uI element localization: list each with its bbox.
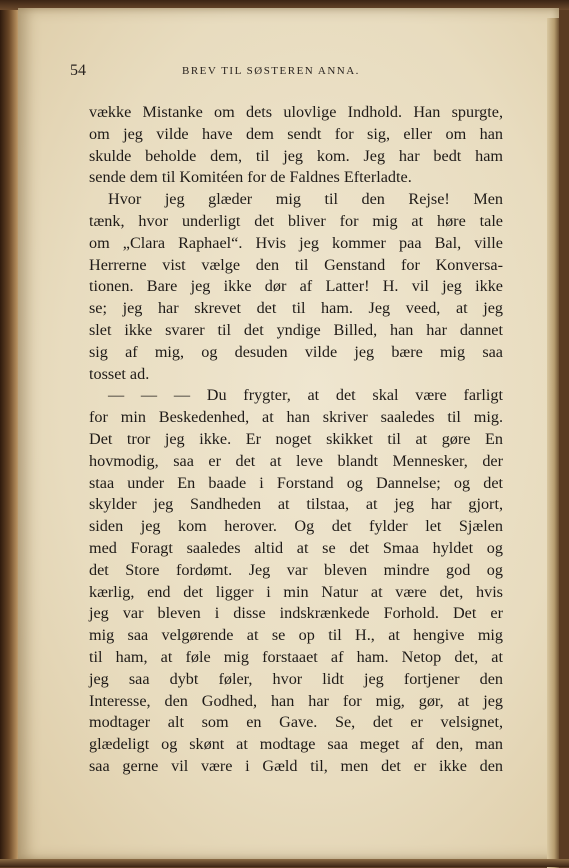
page-stack-edge — [547, 18, 559, 868]
text-line: om jeg vilde have dem sendt for sig, eller om han — [89, 124, 503, 143]
text-line: staa under En baade i Forstand og Dannelse; og det — [89, 473, 503, 492]
book-bottom-edge — [0, 859, 569, 867]
text-line: kærlig, end det ligger i min Natur at være det, hvis — [89, 582, 503, 601]
text-line: jeg var bleven i disse indskrænkede Forhold. Det er — [89, 604, 503, 623]
page-text — [89, 102, 503, 778]
text-line: mig saa velgørende at se op til H., at hengive mig — [89, 626, 503, 645]
text-line: Interesse, den Godhed, han har for mig, gør, at jeg — [89, 691, 503, 710]
text-line: sig af mig, og desuden vilde jeg bære mig saa — [89, 342, 503, 361]
text-line: Hvor jeg glæder mig til den Rejse! Men — [108, 190, 503, 209]
text-line: det Store fordømt. Jeg var bleven mindre god og — [89, 560, 503, 579]
text-line: tosset ad. — [89, 364, 150, 383]
text-line: jeg saa dybt føler, hvor lidt jeg fortjener den — [89, 669, 503, 688]
running-head: BREV TIL SØSTEREN ANNA. — [182, 65, 360, 77]
text-line: skylder jeg Sandheden at tilstaa, at jeg har gjort, — [89, 495, 503, 514]
text-line: skulde beholde dem, til jeg kom. Jeg har bedt ham — [89, 146, 503, 165]
text-line: Det tror jeg ikke. Er noget skikket til at gøre En — [89, 429, 503, 448]
text-line: hovmodig, saa er det at leve blandt Mennesker, der — [89, 451, 503, 470]
text-line: vække Mistanke om dets ulovlige Indhold. Han spurgte, — [89, 103, 503, 121]
text-line: glædeligt og skønt at modtage saa meget af den, man — [89, 735, 503, 754]
text-line: Herrerne vist vælge den til Genstand for Konversa- — [89, 255, 503, 274]
text-line: saa gerne vil være i Gæld til, men det er ikke den — [89, 756, 503, 775]
text-line: tionen. Bare jeg ikke dør af Latter! H. vil jeg ikke — [89, 277, 503, 296]
text-line: tænk, hvor underligt det bliver for mig at høre tale — [89, 211, 503, 230]
text-line: siden jeg kom herover. Og det fylder let Sjælen — [89, 517, 503, 536]
text-line: om „Clara Raphael“. Hvis jeg kommer paa Bal, ville — [89, 233, 503, 252]
text-line: slet ikke svarer til det yndige Billed, han har dannet — [89, 320, 503, 339]
page-number: 54 — [70, 62, 86, 79]
page-header — [70, 62, 510, 84]
text-line: se; jeg har skrevet det til ham. Jeg veed, at jeg — [89, 299, 503, 318]
text-line: til ham, at føle mig forstaaet af ham. Netop det, at — [89, 647, 503, 666]
text-line: for min Beskedenhed, at han skriver saaledes til mig. — [89, 408, 503, 427]
text-line: — — — Du frygter, at det skal være farligt — [108, 386, 503, 405]
text-line: modtager alt som en Gave. Se, det er velsignet, — [89, 713, 503, 732]
text-line: med Foragt saaledes altid at se det Smaa hyldet og — [89, 538, 503, 557]
text-line: sende dem til Komitéen for de Faldnes Efterladte. — [89, 168, 412, 187]
